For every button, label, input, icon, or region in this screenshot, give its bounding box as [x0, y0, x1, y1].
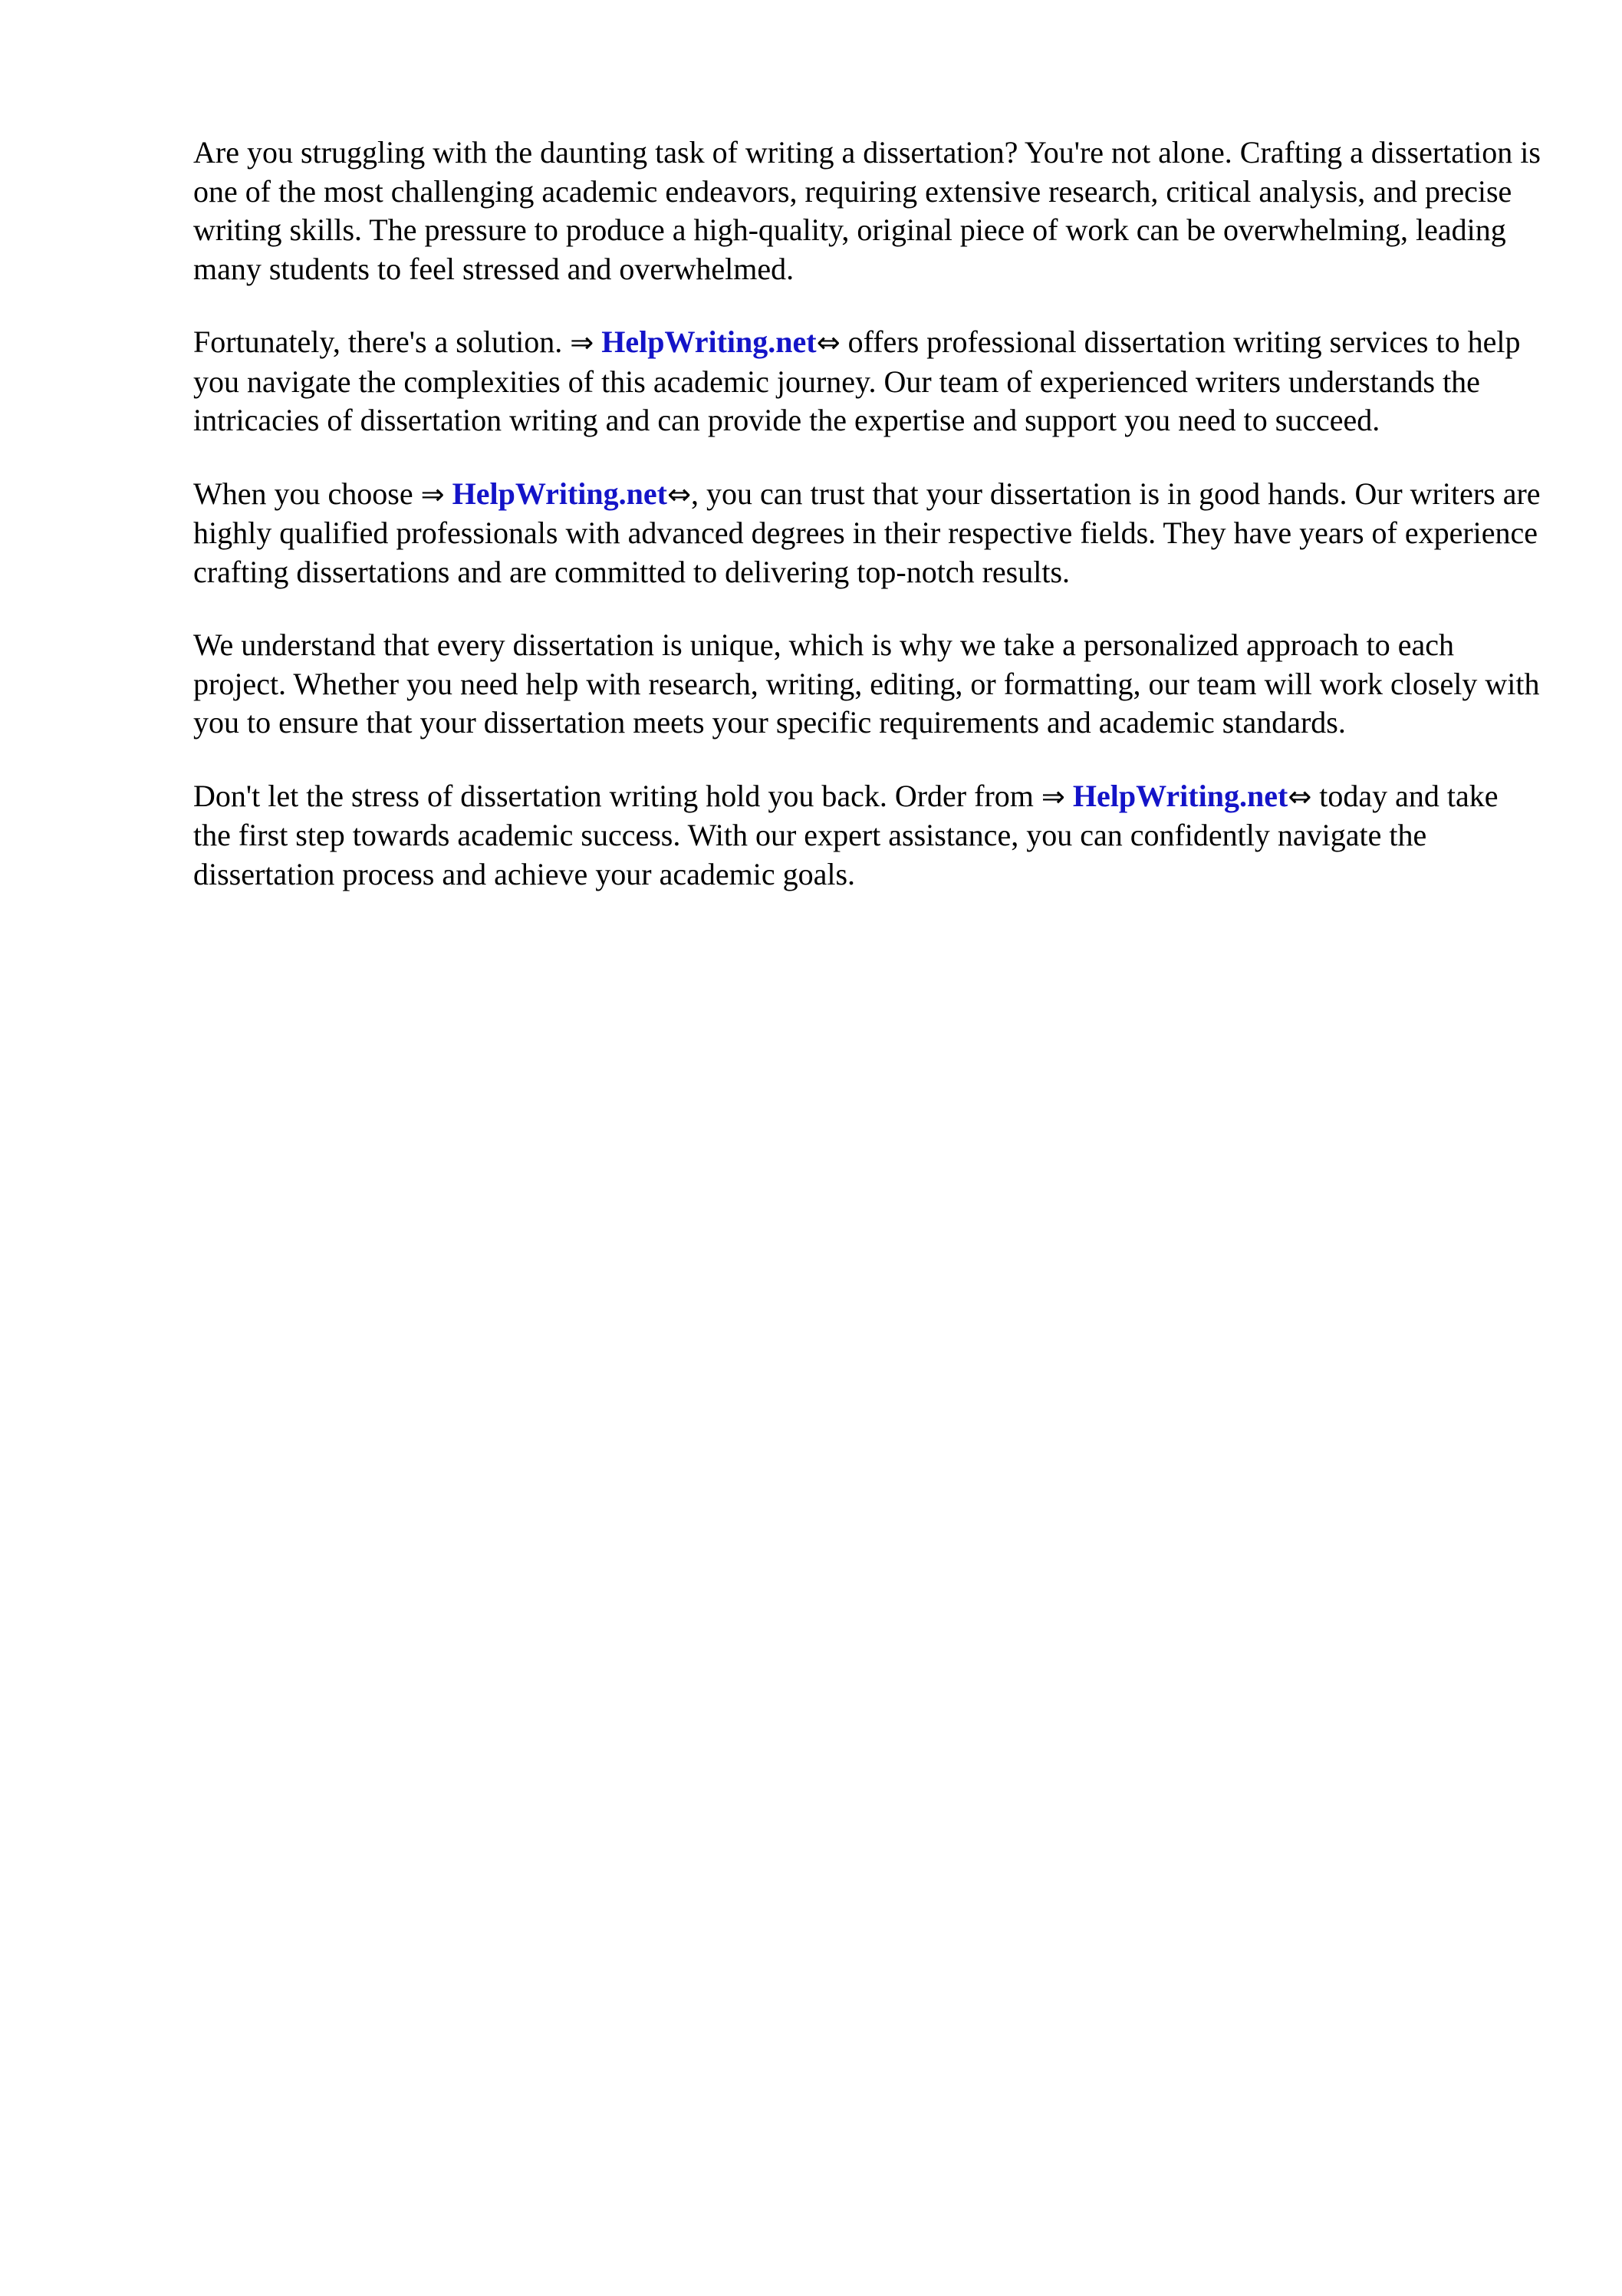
helpwriting-link[interactable]: HelpWriting.net	[452, 476, 667, 511]
paragraph-text: today and take the first step towards academic success. With our expert assistance, you can confidently navigate the dissertation process and achieve your academic goals.	[193, 778, 1499, 891]
double-left-right-arrow-icon: ⇔	[666, 477, 691, 511]
paragraph-intro: Are you struggling with the daunting task of writing a dissertation? You're not alone. Crafting a dissertation is one of the most challenging academic endeavors, requiring extensive research, critical analysis, and precise writing skills. The pressure to produce a high-quality, original piece of work can be overwhelming, leading many students to feel stressed and overwhelmed.	[193, 135, 1541, 286]
double-left-right-arrow-icon: ⇔	[1288, 779, 1312, 813]
helpwriting-link[interactable]: HelpWriting.net	[1072, 778, 1288, 813]
helpwriting-link[interactable]: HelpWriting.net	[601, 324, 817, 359]
paragraph-text: offers professional dissertation writing services to help you navigate the complexities of this academic journey. Our team of experienced writers understands the intricacies of dissertation writing and can provide the expertise and support you need to succeed.	[193, 324, 1521, 437]
paragraph-text: Fortunately, there's a solution.	[193, 324, 571, 359]
paragraph-trust	[193, 475, 1543, 592]
paragraph-personalized: We understand that every dissertation is unique, which is why we take a personalized approach to each project. Whether you need help with research, writing, editing, or formatting, our team will work closely with you to ensure that your dissertation meets your specific requirements and academic standards.	[193, 628, 1540, 740]
paragraph-solution	[193, 323, 1543, 440]
double-left-right-arrow-icon: ⇔	[816, 326, 841, 359]
document-body	[193, 133, 1543, 928]
paragraph-text: Don't let the stress of dissertation writing hold you back. Order from	[193, 778, 1041, 813]
double-right-arrow-icon: ⇒	[570, 326, 594, 359]
double-right-arrow-icon: ⇒	[1041, 779, 1065, 813]
double-right-arrow-icon: ⇒	[420, 477, 445, 511]
paragraph-text: When you choose	[193, 476, 421, 511]
paragraph-text: , you can trust that your dissertation is in good hands. Our writers are highly qualified professionals with advanced degrees in their respective fields. They have years of experience crafting dissertations and are committed to delivering top-notch results.	[193, 476, 1541, 589]
paragraph-call-to-action	[193, 777, 1543, 894]
